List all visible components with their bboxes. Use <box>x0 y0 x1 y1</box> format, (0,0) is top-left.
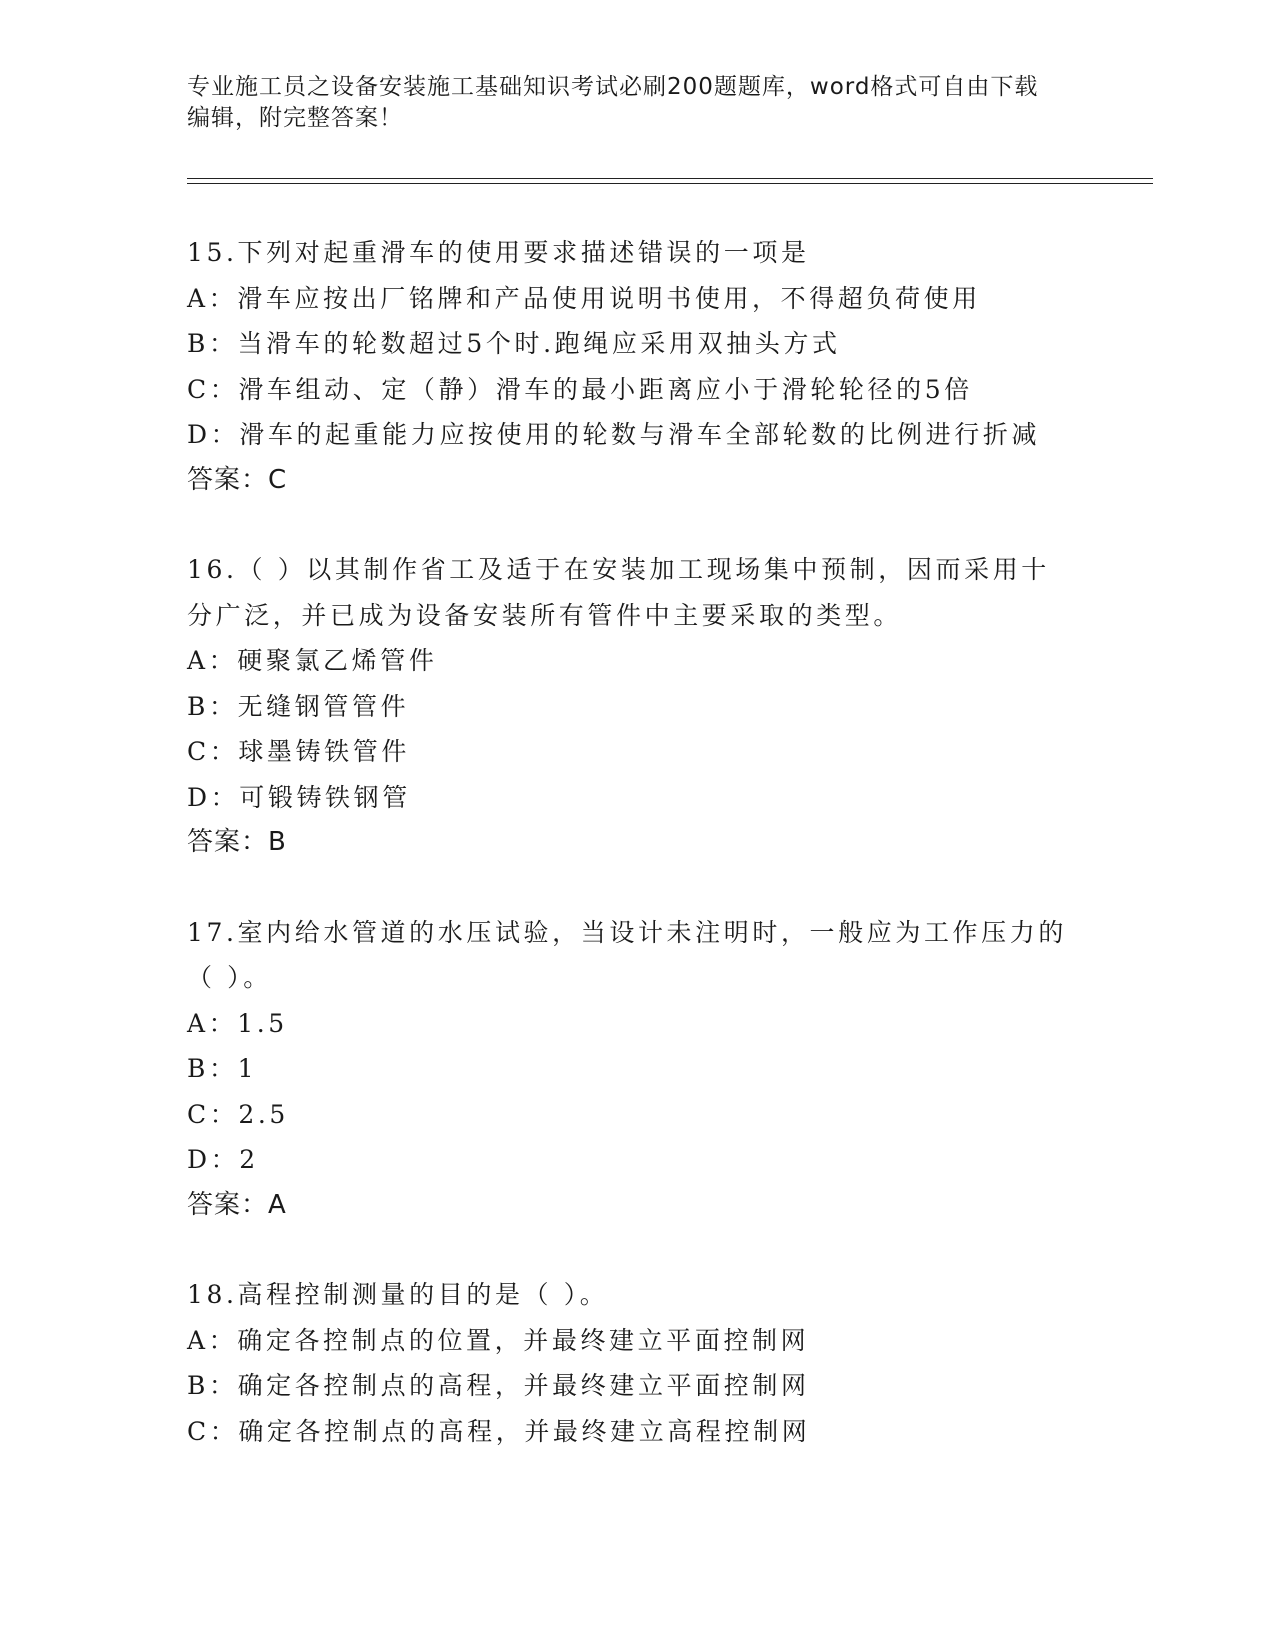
header-divider-top <box>187 178 1153 179</box>
option-a: A：滑车应按出厂铭牌和产品使用说明书使用，不得超负荷使用 <box>187 283 981 313</box>
header-line: 专业施工员之设备安装施工基础知识考试必刷200题题库，word格式可自由下载 <box>187 74 1039 100</box>
option-b: B：当滑车的轮数超过5个时.跑绳应采用双抽头方式 <box>187 329 841 358</box>
header-line: 编辑，附完整答案！ <box>187 105 403 131</box>
answer-label: 答案：C <box>187 464 288 495</box>
option-d: D：可锻铸铁钢管 <box>187 782 411 812</box>
option-d: D：2 <box>187 1145 259 1174</box>
option-d: D：滑车的起重能力应按使用的轮数与滑车全部轮数的比例进行折减 <box>187 420 1041 449</box>
option-b: B：1 <box>187 1054 258 1083</box>
header-divider-bottom <box>187 183 1153 184</box>
question-stem-continued: 分广泛，并已成为设备安装所有管件中主要采取的类型。 <box>187 600 903 630</box>
option-b: B：无缝钢管管件 <box>187 691 410 721</box>
question-stem: 15.下列对起重滑车的使用要求描述错误的一项是 <box>187 238 810 267</box>
question-list <box>187 230 1087 1498</box>
question-17 <box>187 910 1087 1229</box>
option-a: A：确定各控制点的位置，并最终建立平面控制网 <box>187 1325 810 1355</box>
question-15 <box>187 230 1087 503</box>
question-stem-continued: （ ）。 <box>187 963 272 992</box>
option-a: A：1.5 <box>187 1008 288 1038</box>
option-a: A：硬聚氯乙烯管件 <box>187 646 438 675</box>
question-stem: 16.（ ）以其制作省工及适于在安装加工现场集中预制，因而采用十 <box>187 555 1050 584</box>
question-stem: 17.室内给水管道的水压试验，当设计未注明时，一般应为工作压力的 <box>187 917 1067 947</box>
question-16 <box>187 547 1087 866</box>
option-c: C：2.5 <box>187 1099 289 1129</box>
document-header <box>187 72 1087 134</box>
option-c: C：确定各控制点的高程，并最终建立高程控制网 <box>187 1416 811 1446</box>
option-c: C：滑车组动、定（静）滑车的最小距离应小于滑轮轮径的5倍 <box>187 374 973 404</box>
option-c: C：球墨铸铁管件 <box>187 737 410 766</box>
answer-label: 答案：A <box>187 1189 287 1220</box>
question-stem: 18.高程控制测量的目的是（ ）。 <box>187 1280 609 1309</box>
option-b: B：确定各控制点的高程，并最终建立平面控制网 <box>187 1371 810 1400</box>
question-18 <box>187 1272 1087 1454</box>
answer-label: 答案：B <box>187 827 287 857</box>
